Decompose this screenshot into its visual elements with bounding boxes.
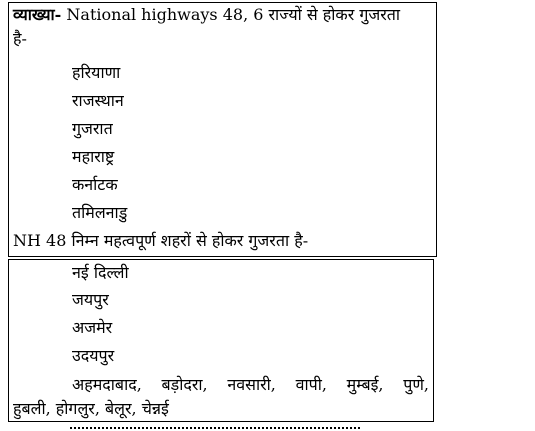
explanation-intro-continuation: है-	[13, 29, 27, 48]
state-item-tamilnadu: तमिलनाडु	[72, 203, 128, 222]
explanation-intro-text: National highways 48, 6 राज्यों से होकर गुजरता	[61, 5, 401, 24]
city-item-ajmer: अजमेर	[72, 318, 113, 337]
cut-off-next-line	[70, 424, 360, 431]
city-vapi: वापी,	[295, 375, 327, 394]
city-pune: पुणे,	[403, 375, 429, 394]
state-item-maharashtra: महाराष्ट्र	[72, 147, 115, 166]
city-list-line	[72, 375, 429, 395]
explanation-box-top	[8, 2, 437, 257]
state-item-gujarat: गुजरात	[72, 119, 113, 138]
city-mumbai: मुम्बई,	[346, 375, 384, 394]
state-item-karnataka: कर्नाटक	[72, 175, 118, 194]
state-item-rajasthan: राजस्थान	[72, 91, 124, 110]
city-item-udaipur: उदयपुर	[72, 346, 115, 365]
city-navsari: नवसारी,	[227, 375, 276, 394]
explanation-heading-line	[13, 5, 400, 25]
explanation-box-bottom	[8, 259, 434, 422]
cities-intro-text: NH 48 निम्न महत्वपूर्ण शहरों से होकर गुजरता है-	[13, 231, 309, 250]
city-list-continuation: हुबली, होगलुर, बेलूर, चेन्नई	[13, 399, 169, 418]
city-item-new-delhi: नई दिल्ली	[72, 263, 129, 282]
state-item-haryana: हरियाणा	[72, 63, 121, 82]
city-ahmedabad: अहमदाबाद,	[72, 375, 142, 394]
city-vadodara: बड़ोदरा,	[161, 375, 208, 394]
city-item-jaipur: जयपुर	[72, 290, 109, 309]
explanation-label: व्याख्या-	[13, 5, 62, 24]
